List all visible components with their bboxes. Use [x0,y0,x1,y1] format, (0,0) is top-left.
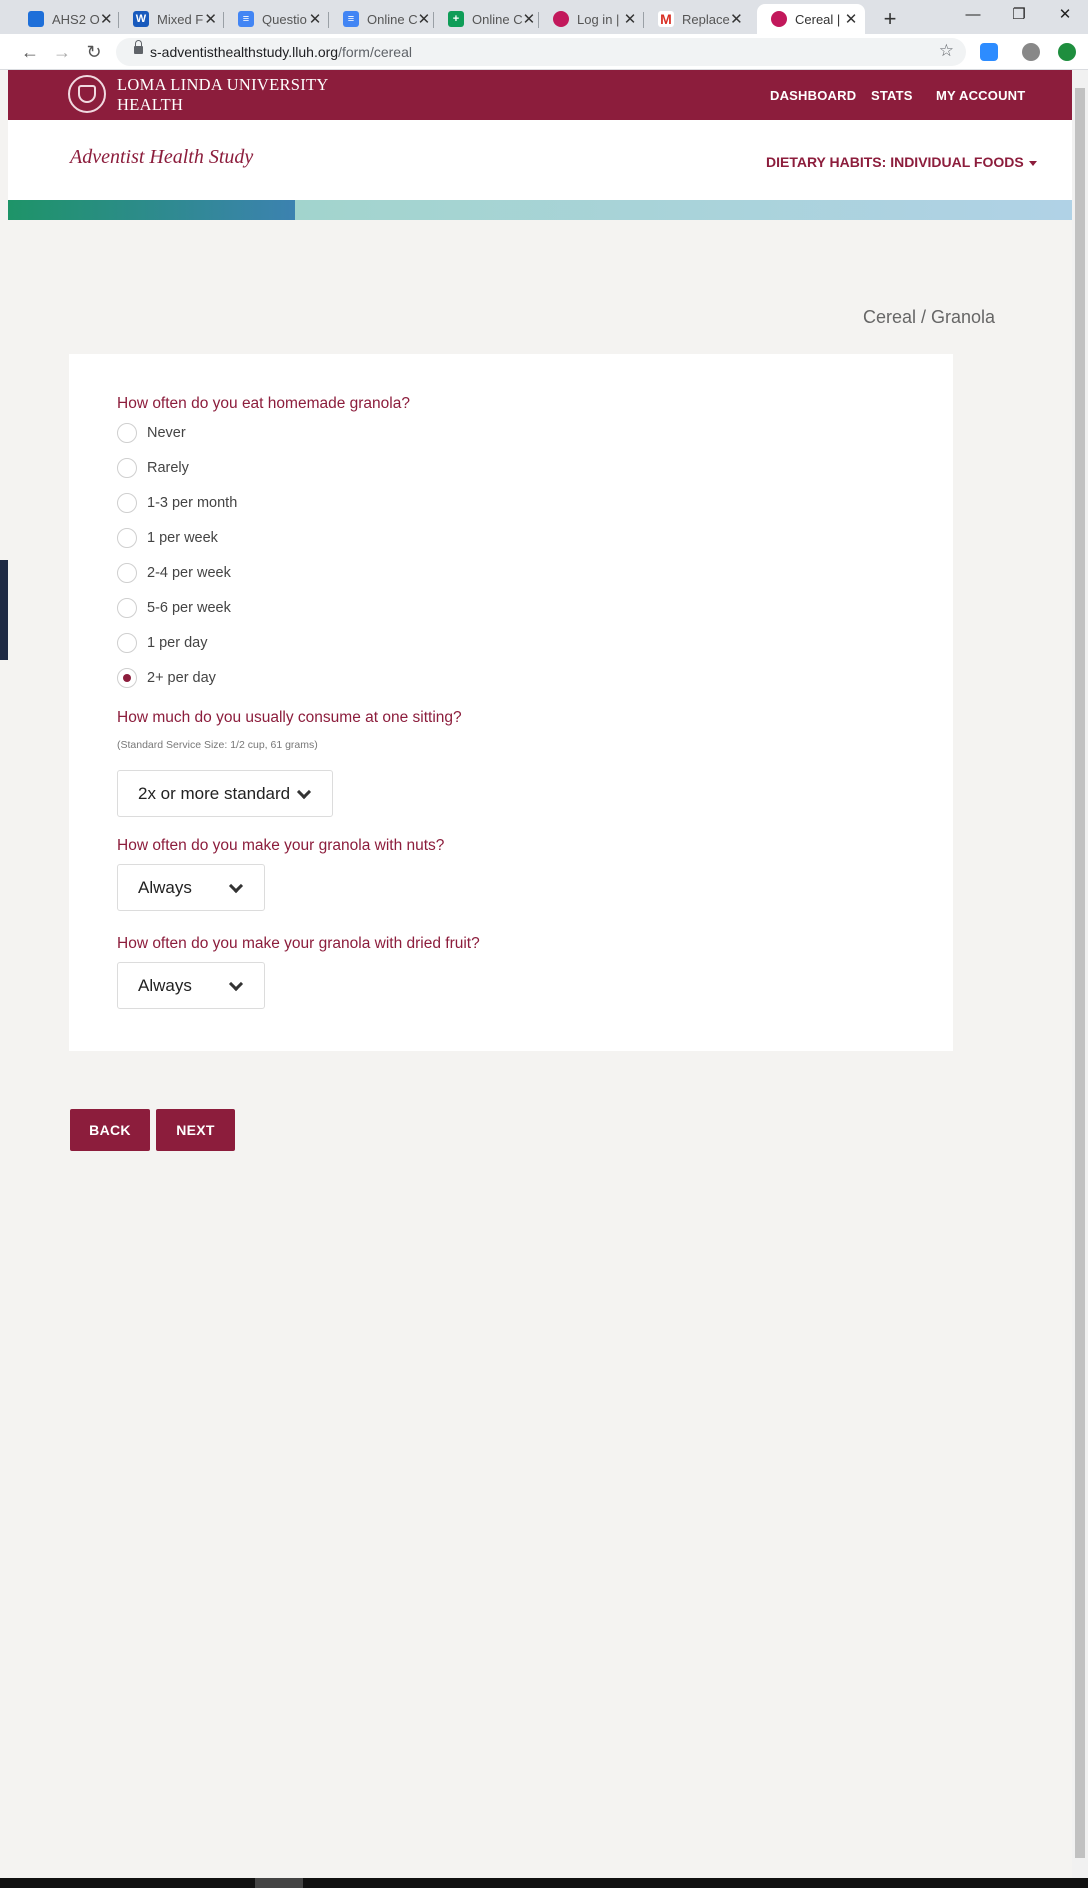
browser-tab[interactable] [434,4,539,34]
section-dropdown-label: DIETARY HABITS: INDIVIDUAL FOODS [766,154,1024,170]
word-icon: W [133,11,149,27]
browser-tab-active[interactable] [757,4,865,34]
subheader [8,120,1072,200]
close-icon[interactable]: ✕ [100,11,113,28]
bookmark-star-icon[interactable]: ☆ [938,41,954,60]
close-icon[interactable]: ✕ [522,11,536,28]
close-icon[interactable]: ✕ [204,11,217,28]
radio-option[interactable] [117,597,231,619]
browser-tab[interactable] [224,4,329,34]
question-frequency: How often do you eat homemade granola? [117,395,410,412]
dried-fruit-select[interactable] [117,962,265,1009]
browser-tab[interactable] [644,4,749,34]
chevron-down-icon [229,977,243,991]
tab-title: AHS2 O [52,11,100,27]
browser-tab[interactable] [329,4,434,34]
radio-label: 1-3 per month [147,495,238,511]
radio-button[interactable] [117,563,137,583]
radio-option[interactable] [117,562,231,584]
nuts-select[interactable] [117,864,265,911]
address-bar[interactable] [116,38,966,66]
radio-label: Never [147,425,186,441]
back-button[interactable]: BACK [70,1109,150,1151]
nav-dashboard[interactable]: DASHBOARD [770,88,857,103]
radio-label: 2+ per day [147,670,216,686]
page-title: Cereal / Granola [863,307,996,327]
nuts-select-value: Always [138,877,192,897]
dried-fruit-select-value: Always [138,975,192,995]
radio-option[interactable] [117,632,207,654]
docs-icon: ≡ [238,11,254,27]
question-nuts: How often do you make your granola with nuts? [117,837,445,854]
zoom-extension-icon[interactable] [980,43,998,61]
radio-button[interactable] [117,458,137,478]
serving-size-note: (Standard Service Size: 1/2 cup, 61 grams) [117,739,318,751]
radio-label: 1 per week [147,530,218,546]
logo-line: LOMA LINDA UNIVERSITY [117,75,329,94]
logo-line: HEALTH [117,95,184,114]
radio-option[interactable] [117,457,189,479]
tab-title: Online C [367,11,418,27]
radio-button[interactable] [117,528,137,548]
llu-seal-icon[interactable] [68,75,106,113]
radio-button[interactable] [117,598,137,618]
window-close-icon[interactable]: ✕ [1058,6,1072,23]
new-tab-icon[interactable]: + [883,6,897,31]
tab-title: Cereal | [795,11,841,27]
close-icon[interactable]: ✕ [308,11,322,28]
radio-option-selected[interactable] [117,667,216,689]
gmail-icon: M [658,11,674,27]
chevron-down-icon [229,879,243,893]
caret-down-icon [1029,161,1037,166]
back-arrow-icon[interactable]: ← [21,42,39,62]
radio-option[interactable] [117,527,218,549]
browser-tabstrip [0,0,1088,34]
chevron-down-icon [297,785,311,799]
forward-arrow-icon[interactable]: → [53,42,71,62]
study-brand[interactable]: Adventist Health Study [70,146,254,168]
radio-label: Rarely [147,460,189,476]
lock-icon [134,46,143,54]
nav-stats[interactable]: STATS [871,88,913,103]
page-scrollbar[interactable] [1072,70,1088,1878]
tab-title: Mixed F [157,11,204,27]
radio-option[interactable] [117,492,237,514]
llu-icon [771,11,787,27]
browser-toolbar [0,34,1088,70]
tab-title: Online C [472,11,523,27]
radio-option[interactable] [117,422,186,444]
update-icon[interactable] [1058,43,1076,61]
close-icon[interactable]: ✕ [417,11,431,28]
radio-label: 5-6 per week [147,600,231,616]
tab-title: Replace [682,11,730,27]
reload-icon[interactable]: ↻ [86,42,102,62]
minimize-icon[interactable]: — [965,6,981,23]
question-dried-fruit: How often do you make your granola with dried fruit? [117,935,480,952]
radio-label: 1 per day [147,635,208,651]
scrollbar-thumb[interactable] [1075,88,1085,1858]
radio-button[interactable] [117,493,137,513]
section-dropdown[interactable] [766,154,1037,170]
left-edge [0,70,8,1878]
browser-tab[interactable] [14,4,119,34]
question-portion: How much do you usually consume at one sitting? [117,709,462,726]
portion-select[interactable] [117,770,333,817]
sheets-icon: + [448,11,464,27]
close-icon[interactable]: ✕ [730,11,743,28]
onedrive-icon [28,11,44,27]
question-card [69,354,953,1051]
radio-button[interactable] [117,633,137,653]
browser-tab[interactable] [539,4,644,34]
progress-stripe [8,200,1072,220]
radio-button[interactable] [117,423,137,443]
os-taskbar [0,1878,1088,1888]
restore-icon[interactable]: ❐ [1012,6,1026,23]
browser-tab[interactable] [119,4,224,34]
next-button[interactable]: NEXT [156,1109,235,1151]
url-text: s-adventisthealthstudy.lluh.org/form/cereal [150,44,412,60]
close-icon[interactable]: ✕ [623,11,637,28]
site-logo-text[interactable] [117,75,329,115]
tab-title: Questio [262,11,307,27]
portion-select-value: 2x or more standard [138,783,291,803]
close-icon[interactable]: ✕ [844,11,858,28]
radio-button-checked[interactable] [117,668,137,688]
radio-label: 2-4 per week [147,565,231,581]
llu-icon [553,11,569,27]
profile-avatar-icon[interactable] [1022,43,1040,61]
nav-my-account[interactable]: MY ACCOUNT [936,88,1026,103]
site-header [8,70,1072,120]
tab-title: Log in | [577,11,620,27]
docs-icon: ≡ [343,11,359,27]
